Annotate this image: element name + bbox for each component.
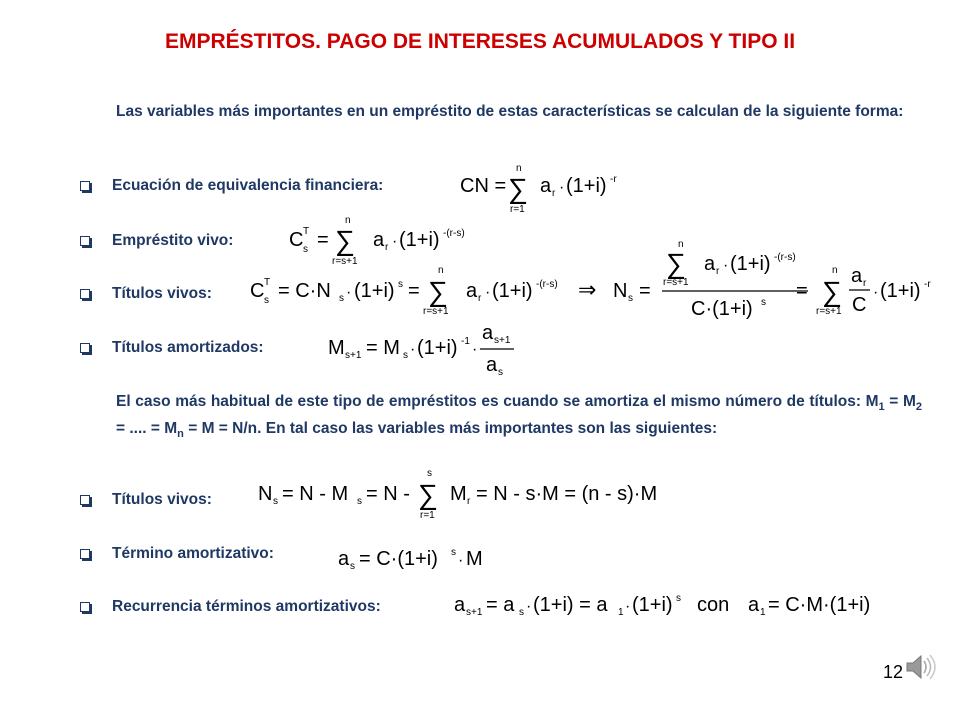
svg-text:r: r [478, 293, 482, 304]
svg-text:r=s+1: r=s+1 [332, 256, 358, 267]
equation-titulos-vivos [248, 235, 948, 325]
svg-text:s: s [350, 561, 355, 572]
bullet-label: Títulos amortizados: [112, 339, 264, 356]
svg-text:(1+i): (1+i) [492, 280, 533, 302]
svg-text:(1+i): (1+i) [880, 280, 921, 302]
svg-text:a: a [482, 322, 494, 344]
svg-text:a: a [466, 280, 478, 302]
svg-text:∑: ∑ [822, 276, 842, 307]
svg-text:=: = [639, 280, 651, 302]
slide-title: EMPRÉSTITOS. PAGO DE INTERESES ACUMULADOS Y TIPO II [164, 30, 796, 53]
svg-text:a: a [338, 548, 350, 570]
svg-text:T: T [264, 277, 271, 288]
svg-text:M: M [328, 337, 345, 359]
bullet-titulos-amortizados [80, 339, 264, 357]
svg-text:·: · [873, 284, 879, 301]
svg-text:r=1: r=1 [510, 204, 525, 215]
square-bullet-icon [80, 289, 90, 299]
subscript-n: n [177, 428, 184, 441]
equation-recurrencia [452, 585, 892, 630]
svg-text:-r: -r [610, 174, 617, 185]
svg-text:s: s [761, 297, 766, 308]
svg-text:s: s [403, 350, 408, 361]
svg-text:·: · [458, 552, 464, 569]
svg-text:·: · [472, 341, 478, 358]
bullet-label: Término amortizativo: [112, 545, 274, 562]
svg-text:n: n [832, 265, 838, 276]
svg-text:s: s [264, 295, 269, 306]
svg-text:(1+i): (1+i) [632, 594, 673, 616]
svg-text:C: C [250, 280, 265, 302]
svg-text:(1+i): (1+i) [417, 337, 458, 359]
middle-line-2c: = .... = M [116, 420, 178, 438]
equation-titulos-vivos-2 [256, 464, 658, 529]
svg-text:N: N [613, 280, 628, 302]
svg-text:1: 1 [760, 607, 766, 618]
svg-text:·: · [723, 257, 729, 274]
svg-text:·: · [625, 598, 631, 615]
svg-text:∑: ∑ [418, 479, 438, 510]
svg-text:1: 1 [618, 607, 624, 618]
svg-text:r: r [467, 496, 471, 507]
svg-text:=: = [408, 280, 420, 302]
svg-text:·: · [526, 598, 532, 615]
svg-text:s: s [398, 279, 403, 290]
svg-text:-r: -r [924, 279, 931, 290]
speaker-icon[interactable] [903, 650, 937, 689]
bullet-recurrencia [80, 598, 381, 616]
svg-text:s: s [676, 593, 681, 604]
svg-text:-(r-s): -(r-s) [443, 228, 465, 239]
svg-text:(1+i): (1+i) [399, 229, 440, 251]
svg-text:r: r [863, 278, 867, 289]
bullet-emprestito-vivo [80, 232, 233, 250]
svg-text:∑: ∑ [508, 173, 528, 204]
svg-text:(1+i): (1+i) [730, 253, 771, 275]
middle-line-1: El caso más habitual de este tipo de empréstitos es cuando se amortiza el mismo número [116, 393, 783, 410]
svg-text:s+1: s+1 [345, 350, 362, 361]
svg-text:s: s [628, 293, 633, 304]
svg-text:r=1: r=1 [420, 510, 435, 521]
svg-text:·: · [559, 179, 565, 196]
svg-text:(1+i): (1+i) [354, 280, 395, 302]
svg-text:s: s [357, 496, 362, 507]
svg-text:r: r [552, 188, 556, 199]
bullet-label: Recurrencia términos amortizativos: [112, 598, 381, 615]
square-bullet-icon [80, 343, 90, 353]
svg-text:= C·M·(1+i): = C·M·(1+i) [768, 594, 871, 616]
square-bullet-icon [80, 236, 90, 246]
svg-text:a: a [748, 594, 760, 616]
bullet-titulos-vivos [80, 285, 212, 303]
svg-text:r=s+1: r=s+1 [816, 306, 842, 317]
bullet-label: Empréstito vivo: [112, 232, 234, 249]
svg-text:(1+i) = a: (1+i) = a [533, 594, 608, 616]
svg-text:a: a [704, 253, 716, 275]
bullet-label: Ecuación de equivalencia financiera: [112, 177, 384, 194]
svg-text:r: r [716, 266, 720, 277]
svg-text:= M: = M [366, 337, 400, 359]
svg-text:= C·N: = C·N [278, 280, 331, 302]
svg-text:∑: ∑ [428, 276, 448, 307]
middle-line-3: siguientes: [635, 420, 718, 438]
svg-text:n: n [516, 163, 522, 174]
svg-text:n: n [438, 265, 444, 276]
square-bullet-icon [80, 181, 90, 191]
svg-text:s: s [273, 496, 278, 507]
equation-equivalencia [458, 158, 628, 223]
bullet-termino-amortizativo [80, 545, 274, 563]
svg-text:·: · [410, 341, 416, 358]
intro-paragraph: Las variables más importantes en un empréstito de estas características se calculan de la siguiente forma: [116, 103, 904, 120]
svg-text:= a: = a [486, 594, 515, 616]
svg-text:a: a [454, 594, 466, 616]
svg-text:a: a [373, 229, 385, 251]
bullet-titulos-vivos-2 [80, 491, 212, 509]
svg-text:a: a [486, 354, 498, 376]
equation-termino-amortizativo [336, 538, 516, 583]
svg-text:C·(1+i): C·(1+i) [691, 298, 753, 320]
svg-text:∑: ∑ [335, 225, 355, 256]
bullet-label: Títulos vivos: [112, 491, 212, 508]
svg-text:M: M [450, 483, 467, 505]
equation-titulos-amortizados [326, 320, 526, 385]
svg-text:r=s+1: r=s+1 [663, 277, 689, 288]
svg-text:⇒: ⇒ [578, 277, 597, 302]
svg-text:-(r-s): -(r-s) [536, 279, 558, 290]
svg-text:·: · [392, 233, 398, 250]
subscript-2: 2 [915, 401, 922, 414]
svg-text:r: r [385, 242, 389, 253]
svg-text:a: a [540, 175, 552, 197]
square-bullet-icon [80, 495, 90, 505]
middle-line-2b: = M [884, 393, 916, 410]
middle-line-2a: de títulos: M [786, 393, 879, 410]
svg-text:n: n [345, 215, 351, 226]
square-bullet-icon [80, 549, 90, 559]
svg-text:s+1: s+1 [494, 335, 511, 346]
middle-paragraph [116, 391, 922, 445]
svg-text:∑: ∑ [666, 248, 686, 279]
svg-text:CN =: CN = [460, 175, 507, 197]
square-bullet-icon [80, 602, 90, 612]
svg-text:n: n [678, 239, 684, 250]
svg-text:= N - s·M = (n - s)·M: = N - s·M = (n - s)·M [476, 483, 658, 505]
svg-text:s: s [303, 244, 308, 255]
svg-text:=: = [796, 280, 808, 302]
svg-text:s: s [451, 547, 456, 558]
svg-text:= N -: = N - [366, 483, 410, 505]
subscript-1: 1 [878, 401, 885, 414]
middle-line-2d: = M = N/n. En tal caso las variables más importantes son las [183, 420, 631, 438]
svg-text:C: C [289, 229, 304, 251]
svg-text:-(r-s): -(r-s) [774, 252, 796, 263]
svg-text:N: N [258, 483, 273, 505]
svg-text:·: · [485, 284, 491, 301]
con-word: con [697, 594, 730, 616]
page-number: 12 [883, 662, 904, 682]
bullet-equivalencia [80, 177, 383, 195]
svg-text:s+1: s+1 [466, 607, 483, 618]
svg-text:s: s [498, 367, 503, 378]
svg-text:C: C [852, 294, 867, 316]
svg-text:-1: -1 [461, 336, 470, 347]
svg-text:M: M [466, 548, 483, 570]
svg-text:s: s [519, 607, 524, 618]
svg-text:a: a [851, 265, 863, 287]
svg-text:= N - M: = N - M [282, 483, 349, 505]
svg-text:s: s [339, 293, 344, 304]
svg-text:= C·(1+i): = C·(1+i) [359, 548, 438, 570]
bullet-label: Títulos vivos: [112, 285, 212, 302]
svg-text:T: T [303, 226, 310, 237]
svg-text:(1+i): (1+i) [566, 175, 607, 197]
svg-text:·: · [346, 284, 352, 301]
svg-text:s: s [427, 468, 432, 479]
svg-text:r=s+1: r=s+1 [423, 306, 449, 317]
svg-text:=: = [317, 229, 329, 251]
